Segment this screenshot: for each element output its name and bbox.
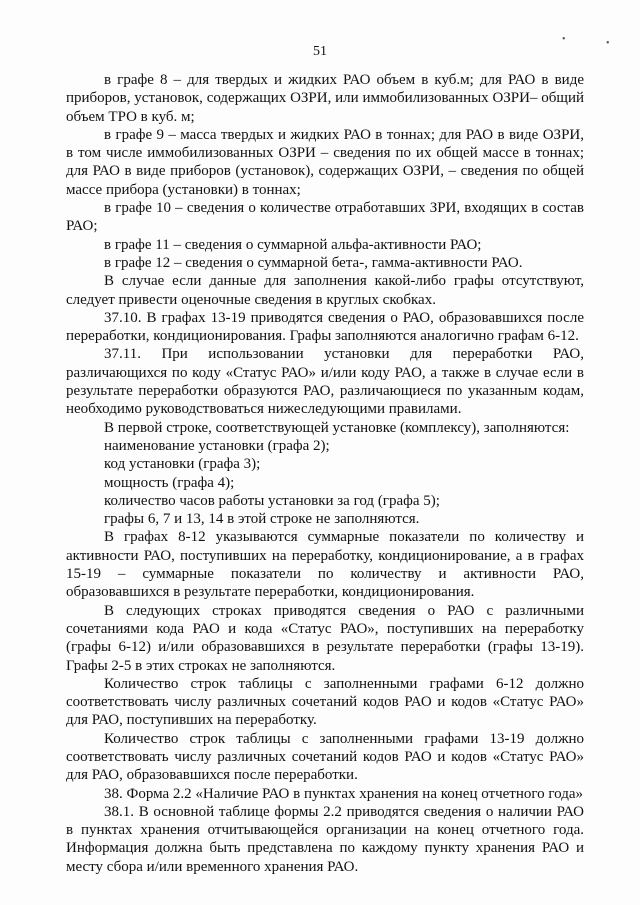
scan-speck: • [562, 34, 566, 45]
list-item-graph-4: мощность (графа 4); [104, 474, 235, 491]
paragraph-graph-8: в графе 8 – для твердых и жидких РАО объем в куб.м; для РАО в виде приборов, установок, содержащих ОЗРИ, или иммобилизованных ОЗРИ– общий объем ТРО в куб. м; [66, 72, 584, 125]
paragraph-graphs-8-12: В графах 8-12 указываются суммарные показатели по количеству и активности РАО, поступивших на переработку, кондиционирование, а в графах 15-19 – суммарные показатели по количеству и активности РАО, образовавшихся в результате переработки, кондиционирования. [66, 529, 584, 601]
list-item-graph-2: наименование установки (графа 2); [104, 437, 330, 454]
paragraph-rows-13-19: Количество строк таблицы с заполненными графами 13-19 должно соответствовать числу различных сочетаний кодов РАО и кодов «Статус РАО» для РАО, образовавшихся после переработки. [66, 730, 584, 784]
paragraph-rows-6-12: Количество строк таблицы с заполненными графами 6-12 должно соответствовать числу различных сочетаний кодов РАО и кодов «Статус РАО» для РАО, поступивших на переработку. [66, 675, 584, 729]
paragraph-38-1: 38.1. В основной таблице формы 2.2 приводятся сведения о наличии РАО в пунктах хранения отчитывающейся организации на конец отчетного года. Информация должна быть представлена по каждому пункту хранения РАО и месту сбора и/или временного хранения РАО. [66, 803, 584, 875]
document-body [66, 71, 584, 876]
section-heading-38: 38. Форма 2.2 «Наличие РАО в пунктах хранения на конец отчетного года» [104, 785, 584, 802]
paragraph-missing-data: В случае если данные для заполнения какой-либо графы отсутствуют, следует привести оценочные сведения в круглых скобках. [66, 273, 584, 308]
paragraph-graph-11: в графе 11 – сведения о суммарной альфа-активности РАО; [104, 236, 482, 253]
paragraph-graph-12: в графе 12 – сведения о суммарной бета-, гамма-активности РАО. [104, 254, 523, 271]
page-number: 51 [313, 44, 327, 59]
paragraph-graph-9: в графе 9 – масса твердых и жидких РАО в тоннах; для РАО в виде ОЗРИ, в том числе иммобилизованных ОЗРИ – сведения по их общей массе в тоннах; для РАО в виде приборов (установок), содержащих ОЗРИ, – сведения по общей массе прибора (установки) в тоннах; [66, 126, 584, 198]
list-item-graph-3: код установки (графа 3); [104, 456, 261, 473]
paragraph-37-11: 37.11. При использовании установки для переработки РАО, различающихся по коду «Статус РАО» и/или коду РАО, а также в случае если в результате переработки образуются РАО, различающиеся по указанным кодам, необходимо руководствоваться нижеследующими правилами. [66, 346, 584, 418]
paragraph-37-10: 37.10. В графах 13-19 приводятся сведения о РАО, образовавшихся после переработки, кондиционирования. Графы заполняются аналогично графам 6-12. [66, 309, 584, 345]
paragraph-following-rows: В следующих строках приводятся сведения о РАО с различными сочетаниями кода РАО и кода «Статус РАО», поступивших на переработку (графы 6-12) и/или образовавшихся в результате переработки (графы 13-19). Графы 2-5 в этих строках не заполняются. [66, 602, 584, 674]
paragraph-graph-10: в графе 10 – сведения о количестве отработавших ЗРИ, входящих в состав РАО; [66, 200, 584, 235]
scan-speck: • [606, 38, 610, 49]
list-item-graph-5: количество часов работы установки за год (графа 5); [104, 492, 440, 509]
list-item-not-filled: графы 6, 7 и 13, 14 в этой строке не заполняются. [104, 511, 420, 528]
paragraph-first-row: В первой строке, соответствующей установке (комплексу), заполняются: [104, 419, 570, 436]
